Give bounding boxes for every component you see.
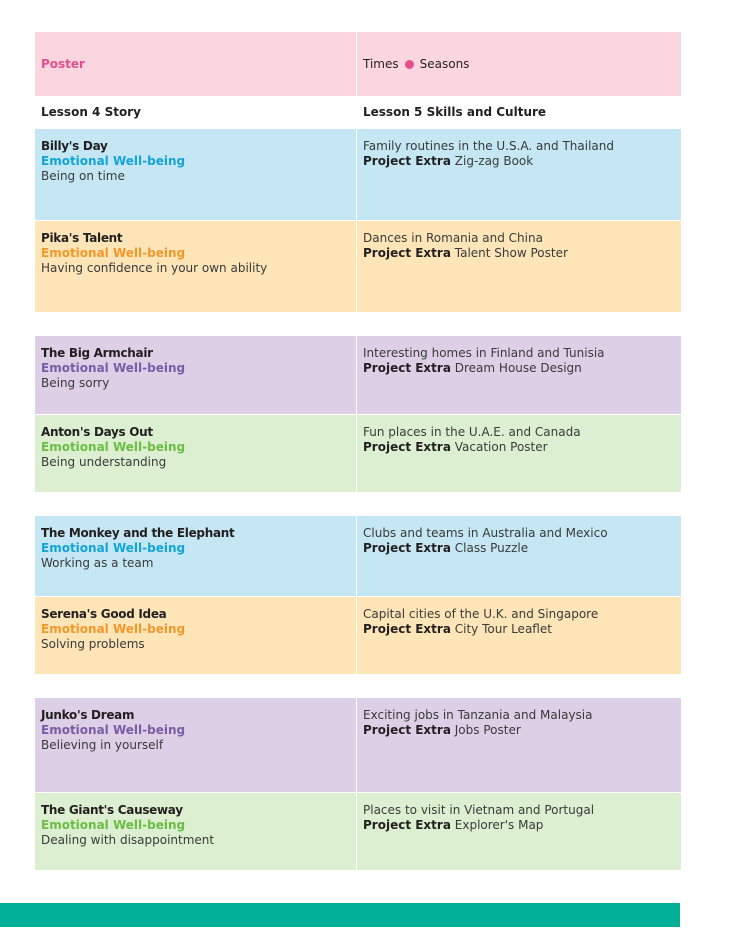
project-name: Dream House Design bbox=[454, 361, 582, 375]
footer-bar bbox=[0, 903, 680, 927]
times-label: Times bbox=[363, 56, 399, 71]
story-title: Pika's Talent bbox=[41, 231, 123, 245]
poster-label: Poster bbox=[41, 56, 85, 71]
project-extra-label: Project Extra bbox=[363, 440, 451, 454]
project-extra-label: Project Extra bbox=[363, 622, 451, 636]
seasons-label: Seasons bbox=[419, 56, 470, 71]
wellbeing-label: Emotional Well-being bbox=[41, 622, 186, 636]
times-seasons-cell bbox=[357, 32, 681, 96]
unit-row bbox=[35, 414, 681, 492]
unit-row bbox=[35, 698, 681, 792]
culture-cell bbox=[357, 221, 681, 312]
poster-cell bbox=[35, 32, 357, 96]
spacer bbox=[35, 312, 681, 336]
story-title: Anton's Days Out bbox=[41, 425, 153, 439]
project-name: Talent Show Poster bbox=[454, 246, 568, 260]
culture-topic: Capital cities of the U.K. and Singapore bbox=[363, 607, 599, 621]
culture-topic: Places to visit in Vietnam and Portugal bbox=[363, 803, 595, 817]
wellbeing-label: Emotional Well-being bbox=[41, 818, 186, 832]
wellbeing-value: Working as a team bbox=[41, 556, 154, 570]
story-title: Serena's Good Idea bbox=[41, 607, 167, 621]
lesson5-heading: Lesson 5 Skills and Culture bbox=[363, 105, 547, 119]
culture-cell bbox=[357, 129, 681, 220]
story-title: Billy's Day bbox=[41, 139, 108, 153]
culture-topic: Interesting homes in Finland and Tunisia bbox=[363, 346, 605, 360]
project-name: Jobs Poster bbox=[454, 723, 521, 737]
story-cell bbox=[35, 129, 357, 220]
culture-cell bbox=[357, 597, 681, 674]
unit-row bbox=[35, 516, 681, 596]
project-name: Zig-zag Book bbox=[454, 154, 534, 168]
culture-cell bbox=[357, 516, 681, 596]
culture-cell bbox=[357, 336, 681, 414]
wellbeing-value: Having confidence in your own ability bbox=[41, 261, 268, 275]
wellbeing-value: Being understanding bbox=[41, 455, 167, 469]
story-cell bbox=[35, 221, 357, 312]
project-extra-label: Project Extra bbox=[363, 361, 451, 375]
project-extra-label: Project Extra bbox=[363, 154, 451, 168]
wellbeing-label: Emotional Well-being bbox=[41, 246, 186, 260]
story-cell bbox=[35, 516, 357, 596]
culture-cell bbox=[357, 415, 681, 492]
bullet-dot-icon bbox=[405, 60, 414, 69]
culture-topic: Exciting jobs in Tanzania and Malaysia bbox=[363, 708, 593, 722]
culture-topic: Fun places in the U.A.E. and Canada bbox=[363, 425, 581, 439]
story-cell bbox=[35, 336, 357, 414]
unit-row bbox=[35, 792, 681, 870]
project-name: Explorer's Map bbox=[454, 818, 544, 832]
wellbeing-value: Solving problems bbox=[41, 637, 145, 651]
unit-row bbox=[35, 336, 681, 414]
unit-row bbox=[35, 596, 681, 674]
project-extra-label: Project Extra bbox=[363, 541, 451, 555]
wellbeing-value: Being sorry bbox=[41, 376, 110, 390]
project-extra-label: Project Extra bbox=[363, 246, 451, 260]
spacer bbox=[35, 674, 681, 698]
wellbeing-label: Emotional Well-being bbox=[41, 361, 186, 375]
culture-cell bbox=[357, 793, 681, 870]
column-labels-row bbox=[35, 96, 681, 128]
header-row bbox=[35, 32, 681, 96]
story-title: Junko's Dream bbox=[41, 708, 135, 722]
wellbeing-value: Believing in yourself bbox=[41, 738, 164, 752]
story-cell bbox=[35, 698, 357, 792]
wellbeing-label: Emotional Well-being bbox=[41, 723, 186, 737]
unit-row bbox=[35, 128, 681, 220]
wellbeing-label: Emotional Well-being bbox=[41, 541, 186, 555]
story-title: The Monkey and the Elephant bbox=[41, 526, 235, 540]
project-name: City Tour Leaflet bbox=[454, 622, 552, 636]
story-cell bbox=[35, 597, 357, 674]
culture-topic: Clubs and teams in Australia and Mexico bbox=[363, 526, 608, 540]
story-cell bbox=[35, 793, 357, 870]
culture-topic: Family routines in the U.S.A. and Thailand bbox=[363, 139, 614, 153]
story-title: The Giant's Causeway bbox=[41, 803, 183, 817]
lesson4-heading: Lesson 4 Story bbox=[35, 97, 357, 128]
project-extra-label: Project Extra bbox=[363, 818, 451, 832]
story-cell bbox=[35, 415, 357, 492]
culture-topic: Dances in Romania and China bbox=[363, 231, 543, 245]
syllabus-table bbox=[35, 32, 681, 870]
project-name: Class Puzzle bbox=[454, 541, 529, 555]
story-title: The Big Armchair bbox=[41, 346, 153, 360]
wellbeing-label: Emotional Well-being bbox=[41, 154, 186, 168]
project-name: Vacation Poster bbox=[454, 440, 548, 454]
spacer bbox=[35, 492, 681, 516]
project-extra-label: Project Extra bbox=[363, 723, 451, 737]
unit-row bbox=[35, 220, 681, 312]
wellbeing-value: Dealing with disappointment bbox=[41, 833, 215, 847]
culture-cell bbox=[357, 698, 681, 792]
wellbeing-label: Emotional Well-being bbox=[41, 440, 186, 454]
wellbeing-value: Being on time bbox=[41, 169, 125, 183]
